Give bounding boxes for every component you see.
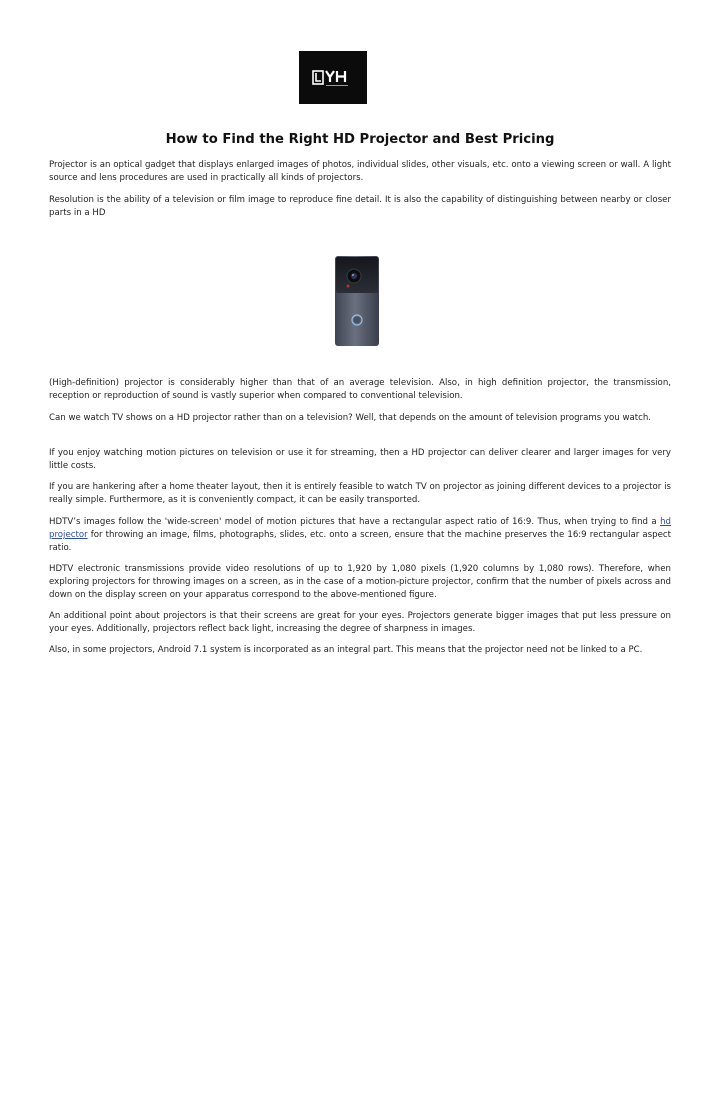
paragraph-10: Also, in some projectors, Android 7.1 system is incorporated as an integral part. This means that the projector need not be linked to a PC. xyxy=(49,645,643,655)
paragraph-7-text-end: for throwing an image, films, photographs, slides, etc. onto a screen, ensure that the machine preserves the 16:9 rectangular aspect ratio. xyxy=(49,530,671,553)
video-doorbell-image xyxy=(332,254,382,348)
paragraph-8: HDTV electronic transmissions provide video resolutions of up to 1,920 by 1,080 pixels (1,920 columns by 1,080 rows). Therefore, when exploring projectors for throwing images on a screen, as in the case of a motion-picture projector, confirm that the number of pixels across and down on the display screen on your apparatus correspond to the above-mentioned figure. xyxy=(49,564,671,600)
hd-projector-link[interactable]: hd projector xyxy=(49,517,671,540)
paragraph-9: An additional point about projectors is that their screens are great for your eyes. Projectors generate bigger images that put less pressure on your eyes. Additionally, projectors reflect back light, increasing the degree of sharpness in images. xyxy=(49,611,671,634)
paragraph-7-text-start: HDTV’s images follow the 'wide-screen' model of motion pictures that have a rectangular aspect ratio of 16:9. Thus, when trying to find a xyxy=(49,517,661,527)
paragraph-3: (High-definition) projector is considerably higher than that of an average television. Also, in high definition projector, the transmission, reception or reproduction of sound is vastly superior when compared to conventional television. xyxy=(49,378,671,401)
article-title: How to Find the Right HD Projector and Best Pricing xyxy=(165,132,555,147)
brand-logo xyxy=(299,51,367,104)
paragraph-1: Projector is an optical gadget that displays enlarged images of photos, individual slides, other visuals, etc. onto a viewing screen or wall. A light source and lens procedures are used in practically all kinds of projectors. xyxy=(49,160,671,183)
lyh-logo-icon xyxy=(299,51,367,104)
paragraph-6: If you are hankering after a home theater layout, then it is entirely feasible to watch TV on projector as joining different devices to a projector is really simple. Furthermore, as it is conveniently compact, it can be easily transported. xyxy=(49,482,671,505)
paragraph-2: Resolution is the ability of a television or film image to reproduce fine detail. It is also the capability of distinguishing between nearby or closer parts in a HD xyxy=(49,195,671,218)
paragraph-5: If you enjoy watching motion pictures on television or use it for streaming, then a HD projector can deliver clearer and larger images for very little costs. xyxy=(49,448,671,471)
paragraph-7 xyxy=(49,516,671,555)
paragraph-4: Can we watch TV shows on a HD projector rather than on a television? Well, that depends on the amount of television programs you watch. xyxy=(49,413,652,423)
